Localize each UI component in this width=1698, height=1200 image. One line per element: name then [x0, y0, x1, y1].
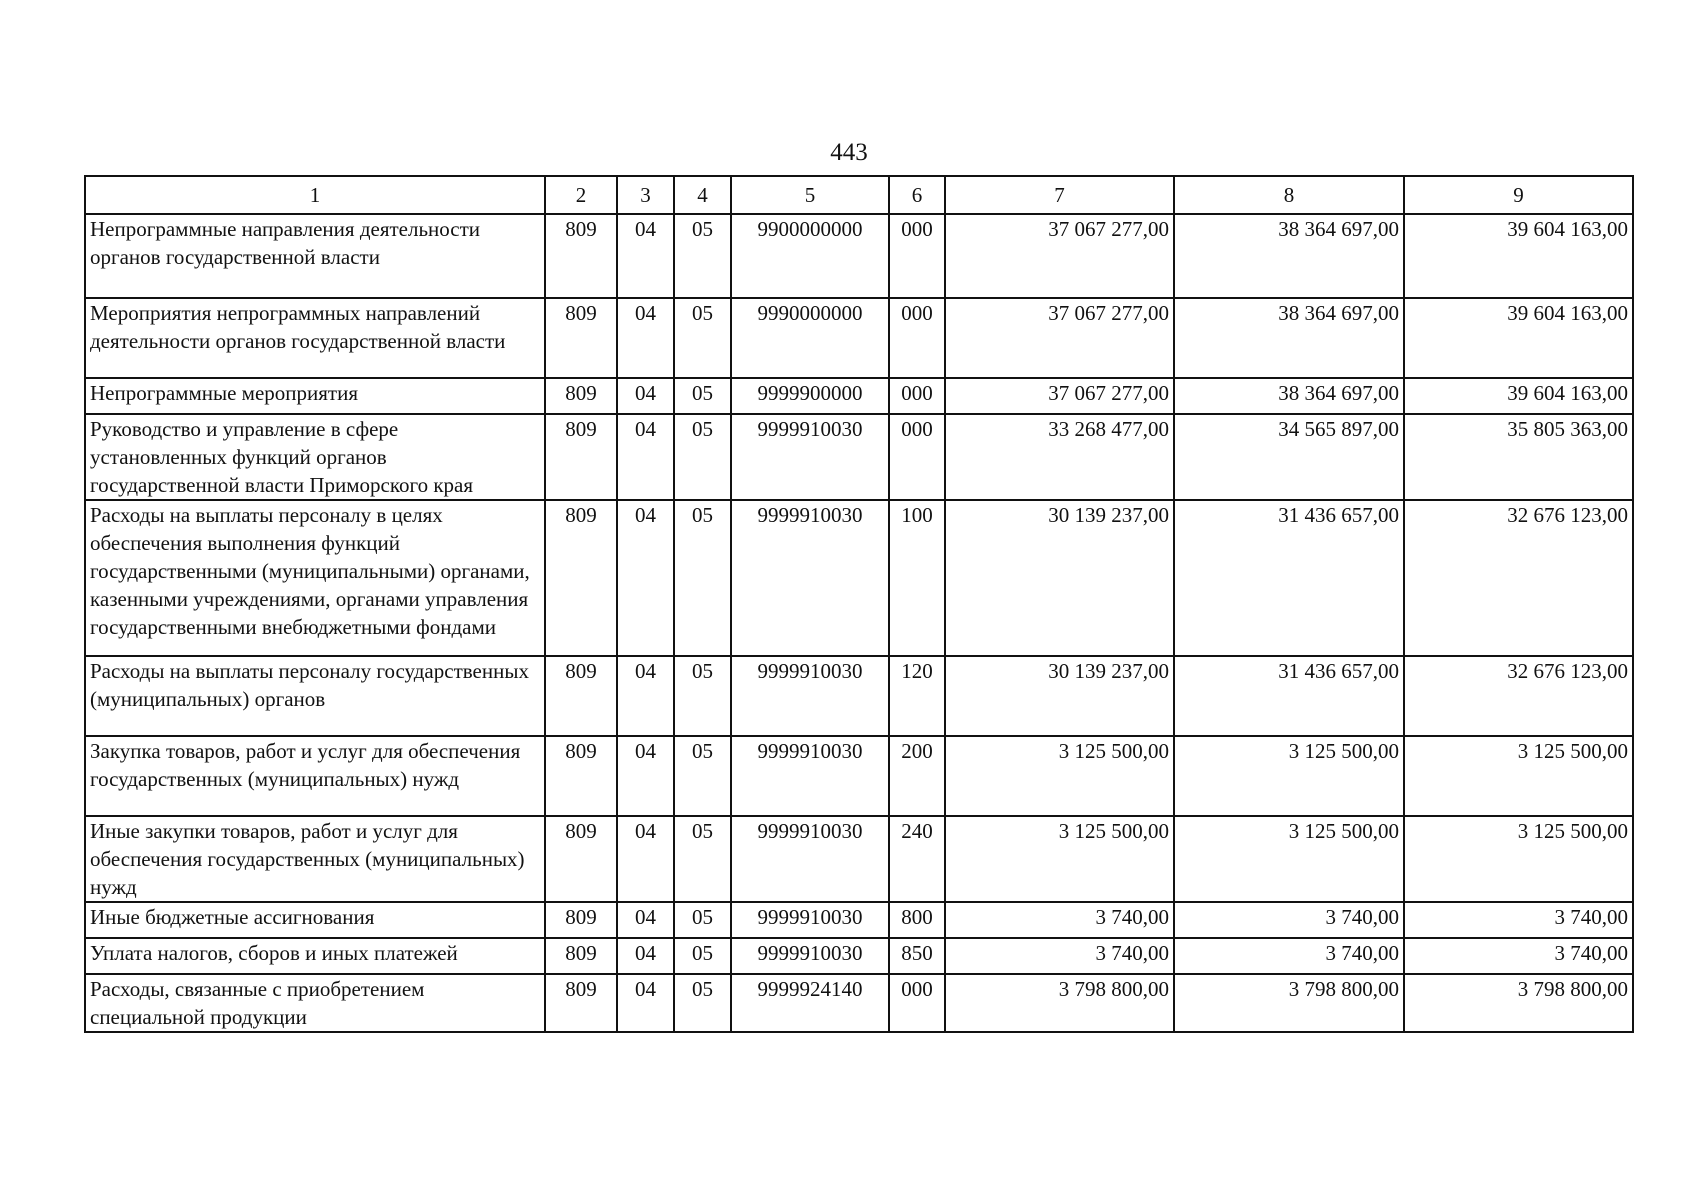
row-code-cell: 04: [617, 902, 674, 938]
row-amount-cell: 3 125 500,00: [1404, 816, 1633, 902]
row-code-cell: 9999910030: [731, 414, 889, 500]
table-row: [85, 414, 1633, 500]
table-row: [85, 938, 1633, 974]
row-amount-cell: 3 740,00: [1404, 902, 1633, 938]
row-code-cell: 809: [545, 656, 617, 736]
row-amount-cell: 30 139 237,00: [945, 656, 1174, 736]
row-amount-cell: 39 604 163,00: [1404, 214, 1633, 298]
row-code-cell: 809: [545, 938, 617, 974]
row-code-cell: 809: [545, 378, 617, 414]
table-row: [85, 214, 1633, 298]
row-code-cell: 05: [674, 500, 731, 656]
row-amount-cell: 38 364 697,00: [1174, 214, 1404, 298]
row-code-cell: 809: [545, 974, 617, 1032]
row-name-cell: Непрограммные мероприятия: [85, 378, 545, 414]
table-row: [85, 736, 1633, 816]
row-code-cell: 04: [617, 736, 674, 816]
table-row: [85, 974, 1633, 1032]
row-amount-cell: 3 798 800,00: [1174, 974, 1404, 1032]
row-amount-cell: 37 067 277,00: [945, 378, 1174, 414]
row-amount-cell: 3 740,00: [1174, 938, 1404, 974]
header-cell: 2: [545, 176, 617, 214]
budget-table: [84, 175, 1634, 1033]
row-code-cell: 04: [617, 214, 674, 298]
table-row: [85, 378, 1633, 414]
row-amount-cell: 32 676 123,00: [1404, 500, 1633, 656]
row-amount-cell: 30 139 237,00: [945, 500, 1174, 656]
row-code-cell: 04: [617, 974, 674, 1032]
row-amount-cell: 3 740,00: [1174, 902, 1404, 938]
row-code-cell: 05: [674, 816, 731, 902]
row-code-cell: 9999910030: [731, 656, 889, 736]
row-code-cell: 800: [889, 902, 945, 938]
row-code-cell: 04: [617, 938, 674, 974]
row-code-cell: 200: [889, 736, 945, 816]
row-code-cell: 04: [617, 816, 674, 902]
row-code-cell: 05: [674, 656, 731, 736]
row-code-cell: 809: [545, 736, 617, 816]
row-code-cell: 120: [889, 656, 945, 736]
row-code-cell: 809: [545, 414, 617, 500]
row-code-cell: 05: [674, 378, 731, 414]
row-amount-cell: 37 067 277,00: [945, 214, 1174, 298]
row-name-cell: Руководство и управление в сфере установленных функций органов государственной власти Приморского края: [85, 414, 545, 500]
row-code-cell: 100: [889, 500, 945, 656]
row-name-cell: Уплата налогов, сборов и иных платежей: [85, 938, 545, 974]
row-amount-cell: 38 364 697,00: [1174, 378, 1404, 414]
table-row: [85, 816, 1633, 902]
row-code-cell: 9999910030: [731, 500, 889, 656]
row-code-cell: 05: [674, 736, 731, 816]
row-code-cell: 809: [545, 500, 617, 656]
row-code-cell: 05: [674, 902, 731, 938]
table-row: [85, 500, 1633, 656]
row-name-cell: Иные бюджетные ассигнования: [85, 902, 545, 938]
row-code-cell: 9999910030: [731, 816, 889, 902]
row-amount-cell: 3 740,00: [1404, 938, 1633, 974]
row-code-cell: 9990000000: [731, 298, 889, 378]
row-name-cell: Расходы, связанные с приобретением специальной продукции: [85, 974, 545, 1032]
row-code-cell: 9999910030: [731, 736, 889, 816]
table-row: [85, 902, 1633, 938]
row-amount-cell: 39 604 163,00: [1404, 298, 1633, 378]
row-amount-cell: 3 125 500,00: [945, 736, 1174, 816]
page-number: 443: [830, 139, 868, 166]
row-name-cell: Непрограммные направления деятельности органов государственной власти: [85, 214, 545, 298]
row-code-cell: 850: [889, 938, 945, 974]
row-code-cell: 05: [674, 214, 731, 298]
row-code-cell: 05: [674, 298, 731, 378]
row-code-cell: 809: [545, 298, 617, 378]
row-amount-cell: 3 740,00: [945, 902, 1174, 938]
row-code-cell: 9999900000: [731, 378, 889, 414]
row-amount-cell: 3 798 800,00: [1404, 974, 1633, 1032]
row-code-cell: 809: [545, 214, 617, 298]
header-cell: 3: [617, 176, 674, 214]
row-code-cell: 04: [617, 414, 674, 500]
header-cell: 9: [1404, 176, 1633, 214]
row-amount-cell: 33 268 477,00: [945, 414, 1174, 500]
row-name-cell: Расходы на выплаты персоналу государственных (муниципальных) органов: [85, 656, 545, 736]
row-amount-cell: 3 125 500,00: [945, 816, 1174, 902]
header-cell: 6: [889, 176, 945, 214]
row-amount-cell: 32 676 123,00: [1404, 656, 1633, 736]
row-name-cell: Расходы на выплаты персоналу в целях обеспечения выполнения функций государственными (муниципальными) органами, казенными учреждениями, органами управления государственными внебюджетными фондами: [85, 500, 545, 656]
row-code-cell: 000: [889, 214, 945, 298]
header-cell: 5: [731, 176, 889, 214]
row-code-cell: 809: [545, 902, 617, 938]
row-code-cell: 05: [674, 414, 731, 500]
header-cell: 4: [674, 176, 731, 214]
row-name-cell: Мероприятия непрограммных направлений деятельности органов государственной власти: [85, 298, 545, 378]
header-cell: 8: [1174, 176, 1404, 214]
row-amount-cell: 3 125 500,00: [1174, 816, 1404, 902]
row-amount-cell: 3 125 500,00: [1404, 736, 1633, 816]
row-code-cell: 9999910030: [731, 938, 889, 974]
header-cell: 1: [85, 176, 545, 214]
table-row: [85, 298, 1633, 378]
row-code-cell: 000: [889, 974, 945, 1032]
row-amount-cell: 35 805 363,00: [1404, 414, 1633, 500]
row-name-cell: Иные закупки товаров, работ и услуг для обеспечения государственных (муниципальных) нужд: [85, 816, 545, 902]
row-amount-cell: 34 565 897,00: [1174, 414, 1404, 500]
row-amount-cell: 3 798 800,00: [945, 974, 1174, 1032]
row-code-cell: 04: [617, 378, 674, 414]
table-body: [85, 214, 1633, 1032]
row-code-cell: 000: [889, 378, 945, 414]
row-amount-cell: 31 436 657,00: [1174, 656, 1404, 736]
row-code-cell: 9999910030: [731, 902, 889, 938]
row-amount-cell: 3 125 500,00: [1174, 736, 1404, 816]
row-code-cell: 9999924140: [731, 974, 889, 1032]
row-amount-cell: 38 364 697,00: [1174, 298, 1404, 378]
row-code-cell: 04: [617, 298, 674, 378]
row-code-cell: 000: [889, 298, 945, 378]
row-code-cell: 240: [889, 816, 945, 902]
table-row: [85, 656, 1633, 736]
row-amount-cell: 39 604 163,00: [1404, 378, 1633, 414]
row-code-cell: 04: [617, 656, 674, 736]
table-header-row: [85, 176, 1633, 214]
row-code-cell: 9900000000: [731, 214, 889, 298]
row-name-cell: Закупка товаров, работ и услуг для обеспечения государственных (муниципальных) нужд: [85, 736, 545, 816]
row-code-cell: 04: [617, 500, 674, 656]
row-code-cell: 809: [545, 816, 617, 902]
row-code-cell: 05: [674, 974, 731, 1032]
row-amount-cell: 31 436 657,00: [1174, 500, 1404, 656]
row-amount-cell: 3 740,00: [945, 938, 1174, 974]
row-code-cell: 000: [889, 414, 945, 500]
header-cell: 7: [945, 176, 1174, 214]
row-code-cell: 05: [674, 938, 731, 974]
row-amount-cell: 37 067 277,00: [945, 298, 1174, 378]
